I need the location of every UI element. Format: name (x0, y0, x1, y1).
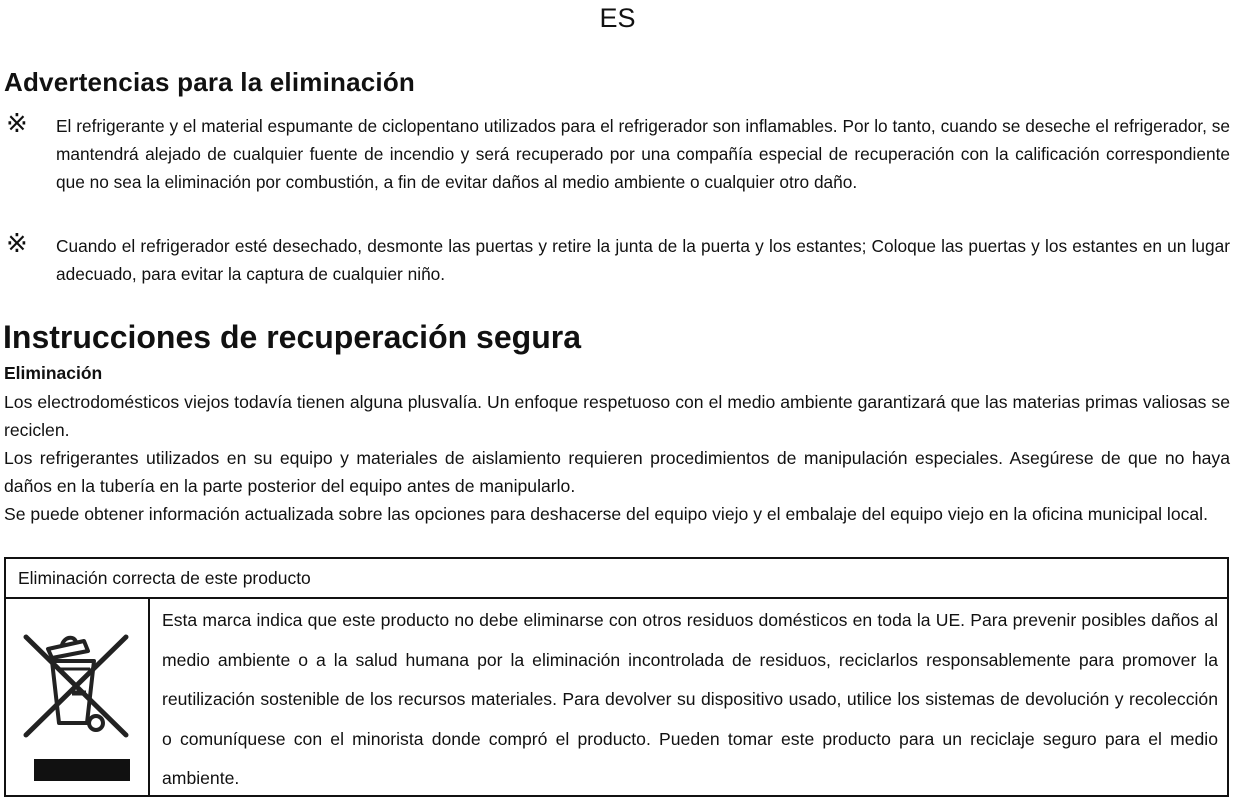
reference-mark-icon: ※ (6, 229, 28, 259)
correct-disposal-text: Esta marca indica que este producto no debe eliminarse con otros residuos domésticos en toda la UE. Para prevenir posibles daños al medio ambiente o a la salud humana por la eliminación incontrolada de residuos, reciclarlos responsablemente para promover la reutilización sostenible de los recursos materiales. Para devolver su dispositivo usado, utilice los sistemas de devolución y recolección o comuníquese con el minorista donde compró el producto. Pueden tomar este producto para un reciclaje seguro para el medio ambiente. (162, 610, 1218, 788)
weee-icon-cell (6, 599, 150, 795)
language-code: ES (599, 3, 636, 33)
recovery-paragraph-2: Los refrigerantes utilizados en su equipo y materiales de aislamiento requieren procedimientos de manipulación especiales. Asegúrese de que no haya daños en la tubería en la parte posterior del equipo antes de manipularlo. (4, 448, 1230, 496)
reference-mark-icon: ※ (6, 109, 28, 139)
recovery-paragraph-1: Los electrodomésticos viejos todavía tienen alguna plusvalía. Un enfoque respetuoso con el medio ambiente garantizará que las materias primas valiosas se reciclen. (4, 392, 1230, 440)
disposal-warnings-heading: Advertencias para la eliminación (4, 67, 416, 97)
warning-item-text: Cuando el refrigerador esté desechado, desmonte las puertas y retire la junta de la puerta y los estantes; Coloque las puertas y los estantes en un lugar adecuado, para evitar la captura de cualquier niño. (56, 236, 1230, 284)
warning-item-text: El refrigerante y el material espumante de ciclopentano utilizados para el refrigerador son inflamables. Por lo tanto, cuando se deseche el refrigerador, se mantendrá alejado de cualquier fuente de incendio y será recuperado por una compañía especial de recuperación con la calificación correspondiente que no sea la eliminación por combustión, a fin de evitar daños al medio ambiente o cualquier otro daño. (56, 116, 1230, 192)
disposal-subheading: Eliminación (4, 363, 103, 383)
crossed-out-wheelie-bin-icon (14, 611, 140, 787)
correct-disposal-box-title: Eliminación correcta de este producto (6, 559, 1227, 599)
warning-item-1 (4, 109, 1230, 196)
safe-recovery-heading: Instrucciones de recuperación segura (3, 319, 581, 355)
warning-item-2 (4, 229, 1230, 288)
recovery-paragraph-3: Se puede obtener información actualizada sobre las opciones para deshacerse del equipo viejo y el embalaje del equipo viejo en la oficina municipal local. (4, 504, 1208, 524)
correct-disposal-box (4, 557, 1229, 797)
